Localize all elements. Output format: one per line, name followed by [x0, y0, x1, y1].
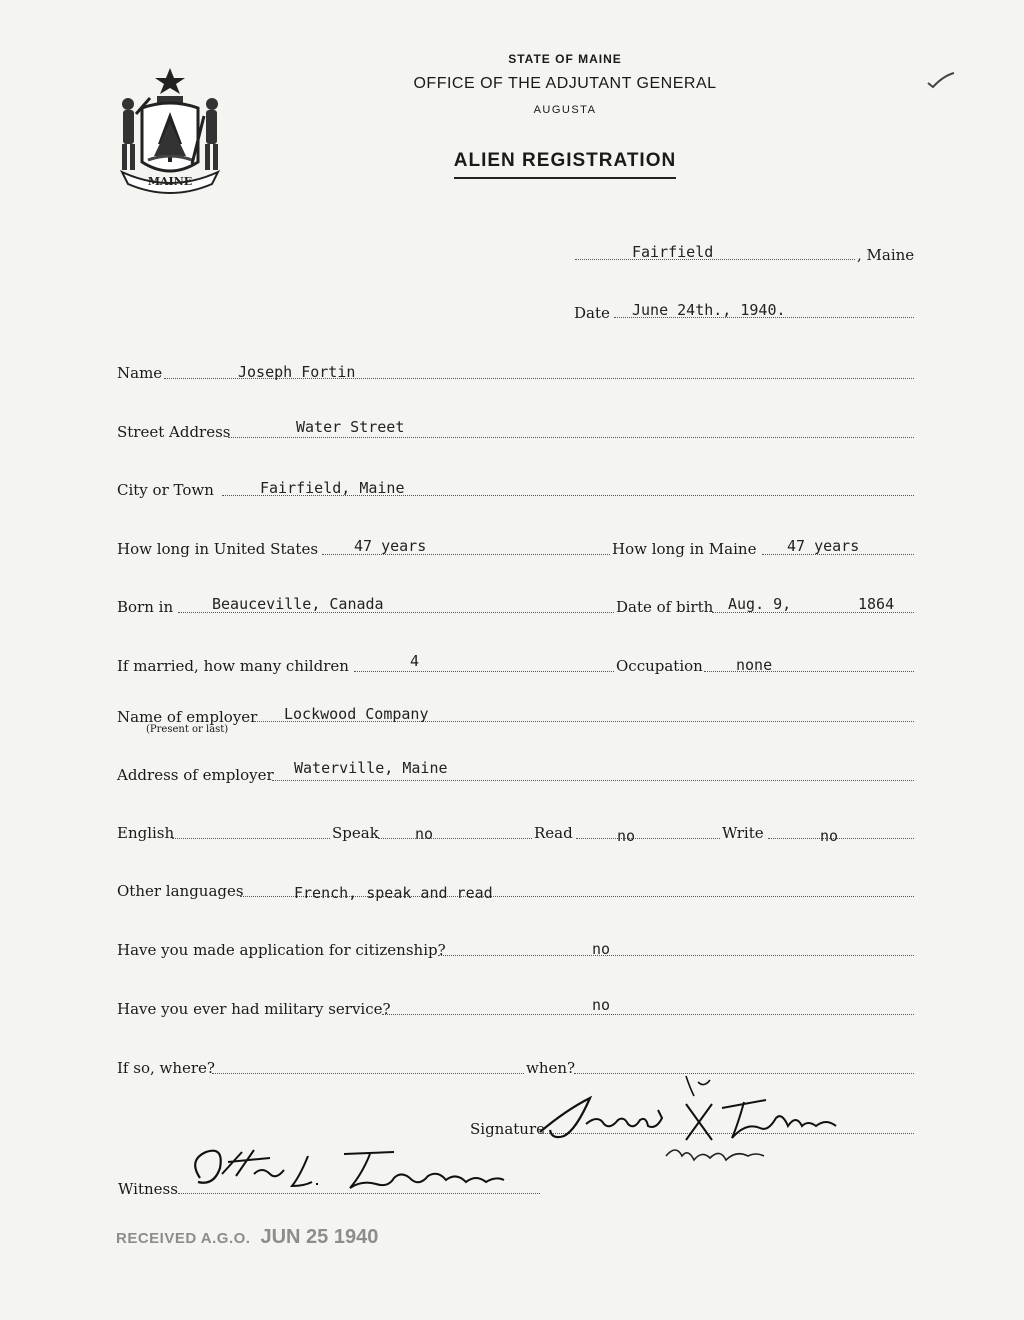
occupation-value: none: [736, 656, 773, 674]
where-label: If so, where?: [117, 1059, 215, 1077]
dob-year-value: 1864: [858, 595, 895, 613]
place-town-value: Fairfield: [632, 243, 714, 261]
english-write-label: Write: [722, 824, 764, 842]
employer-address-label: Address of employer: [117, 766, 274, 784]
seal-banner-text: MAINE: [147, 175, 193, 188]
military-label: Have you ever had military service?: [117, 1000, 391, 1018]
maine-duration-value: 47 years: [787, 537, 860, 555]
place-suffix: , Maine: [857, 246, 915, 264]
english-speak-label: Speak: [332, 824, 379, 842]
name-label: Name: [117, 364, 163, 382]
city-heading: AUGUSTA: [533, 104, 597, 116]
witness-label: Witness: [118, 1180, 178, 1198]
employer-note: (Present or last): [146, 724, 229, 735]
state-heading: STATE OF MAINE: [508, 52, 622, 66]
date-value: June 24th., 1940.: [632, 301, 786, 319]
received-stamp-date: JUN 25 1940: [260, 1226, 379, 1248]
english-speak-value: no: [415, 825, 434, 843]
maine-state-seal: [112, 64, 228, 194]
children-value: 4: [410, 652, 420, 670]
english-write-value: no: [820, 827, 839, 845]
occupation-label: Occupation: [616, 657, 703, 675]
check-mark-icon: [925, 70, 955, 90]
witness-signature: [180, 1142, 520, 1200]
employer-value: Lockwood Company: [284, 705, 429, 723]
born-value: Beauceville, Canada: [212, 595, 384, 613]
city-label: City or Town: [117, 481, 214, 499]
employer-label: Name of employer: [117, 708, 258, 726]
us-duration-label: How long in United States: [117, 540, 319, 558]
city-value: Fairfield, Maine: [260, 479, 405, 497]
english-read-value: no: [617, 827, 636, 845]
received-stamp-label: RECEIVED A.G.O.: [116, 1230, 251, 1247]
us-duration-value: 47 years: [354, 537, 427, 555]
date-label: Date: [574, 304, 610, 322]
signature-label: Signature: [470, 1120, 546, 1138]
received-stamp: [116, 1226, 378, 1249]
english-read-label: Read: [534, 824, 573, 842]
other-languages-value: French, speak and read: [294, 884, 493, 902]
when-label: when?: [526, 1059, 576, 1077]
born-label: Born in: [117, 598, 174, 616]
form-title: ALIEN REGISTRATION: [300, 150, 830, 172]
signature-mark: [536, 1070, 866, 1174]
english-label: English: [117, 824, 175, 842]
dob-value: Aug. 9,: [728, 595, 792, 613]
citizenship-label: Have you made application for citizenship?: [117, 941, 446, 959]
military-value: no: [592, 996, 611, 1014]
dob-label: Date of birth: [616, 598, 714, 616]
employer-address-value: Waterville, Maine: [294, 759, 448, 777]
children-label: If married, how many children: [117, 657, 349, 675]
office-heading: OFFICE OF THE ADJUTANT GENERAL: [413, 75, 717, 92]
street-label: Street Address: [117, 423, 231, 441]
maine-duration-label: How long in Maine: [612, 540, 757, 558]
other-languages-label: Other languages: [117, 882, 244, 900]
street-value: Water Street: [296, 418, 405, 436]
citizenship-value: no: [592, 940, 611, 958]
name-value: Joseph Fortin: [238, 363, 356, 381]
